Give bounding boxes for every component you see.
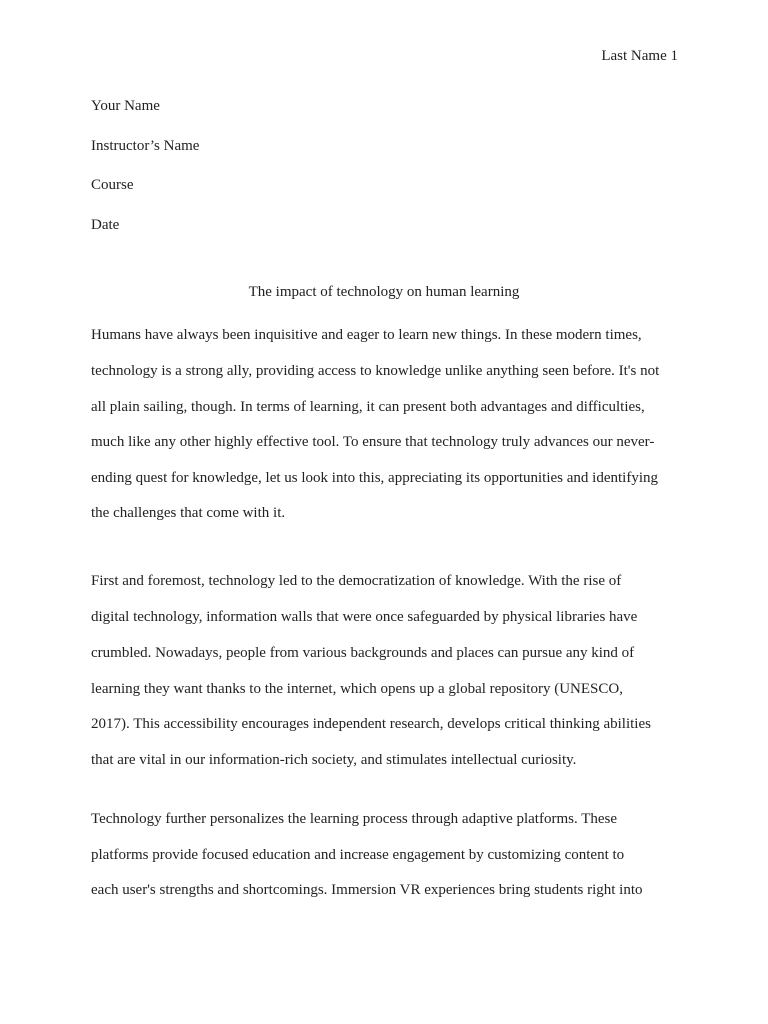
instructor-name: Instructor’s Name: [91, 138, 200, 154]
student-name: Your Name: [91, 98, 160, 114]
paragraph-line: crumbled. Nowadays, people from various backgrounds and places can pursue any kind of: [91, 645, 635, 661]
paragraph-line: much like any other highly effective tool. To ensure that technology truly advances our never-: [91, 434, 655, 450]
paragraph-line: Humans have always been inquisitive and eager to learn new things. In these modern times,: [91, 327, 642, 343]
paragraph-line: technology is a strong ally, providing access to knowledge unlike anything seen before. It's not: [91, 363, 660, 379]
paragraph-line: that are vital in our information-rich society, and stimulates intellectual curiosity.: [91, 752, 577, 768]
paragraph-line: learning they want thanks to the internet, which opens up a global repository (UNESCO,: [91, 681, 623, 697]
paragraph-line: First and foremost, technology led to the democratization of knowledge. With the rise of: [91, 573, 622, 589]
paragraph-line: platforms provide focused education and increase engagement by customizing content to: [91, 847, 625, 863]
paragraph-line: 2017). This accessibility encourages independent research, develops critical thinking abilities: [91, 716, 651, 732]
paragraph-line: each user's strengths and shortcomings. Immersion VR experiences bring students right into: [91, 882, 643, 898]
paragraph-line: Technology further personalizes the learning process through adaptive platforms. These: [91, 811, 618, 827]
paragraph-line: ending quest for knowledge, let us look into this, appreciating its opportunities and identifying: [91, 470, 658, 486]
essay-title: The impact of technology on human learning: [248, 284, 520, 300]
paragraph-line: the challenges that come with it.: [91, 505, 286, 521]
running-head: Last Name 1: [601, 48, 678, 64]
paragraph-line: all plain sailing, though. In terms of learning, it can present both advantages and difficulties,: [91, 399, 645, 415]
paragraph-line: digital technology, information walls that were once safeguarded by physical libraries have: [91, 609, 638, 625]
date: Date: [91, 217, 120, 233]
course-name: Course: [91, 177, 134, 193]
